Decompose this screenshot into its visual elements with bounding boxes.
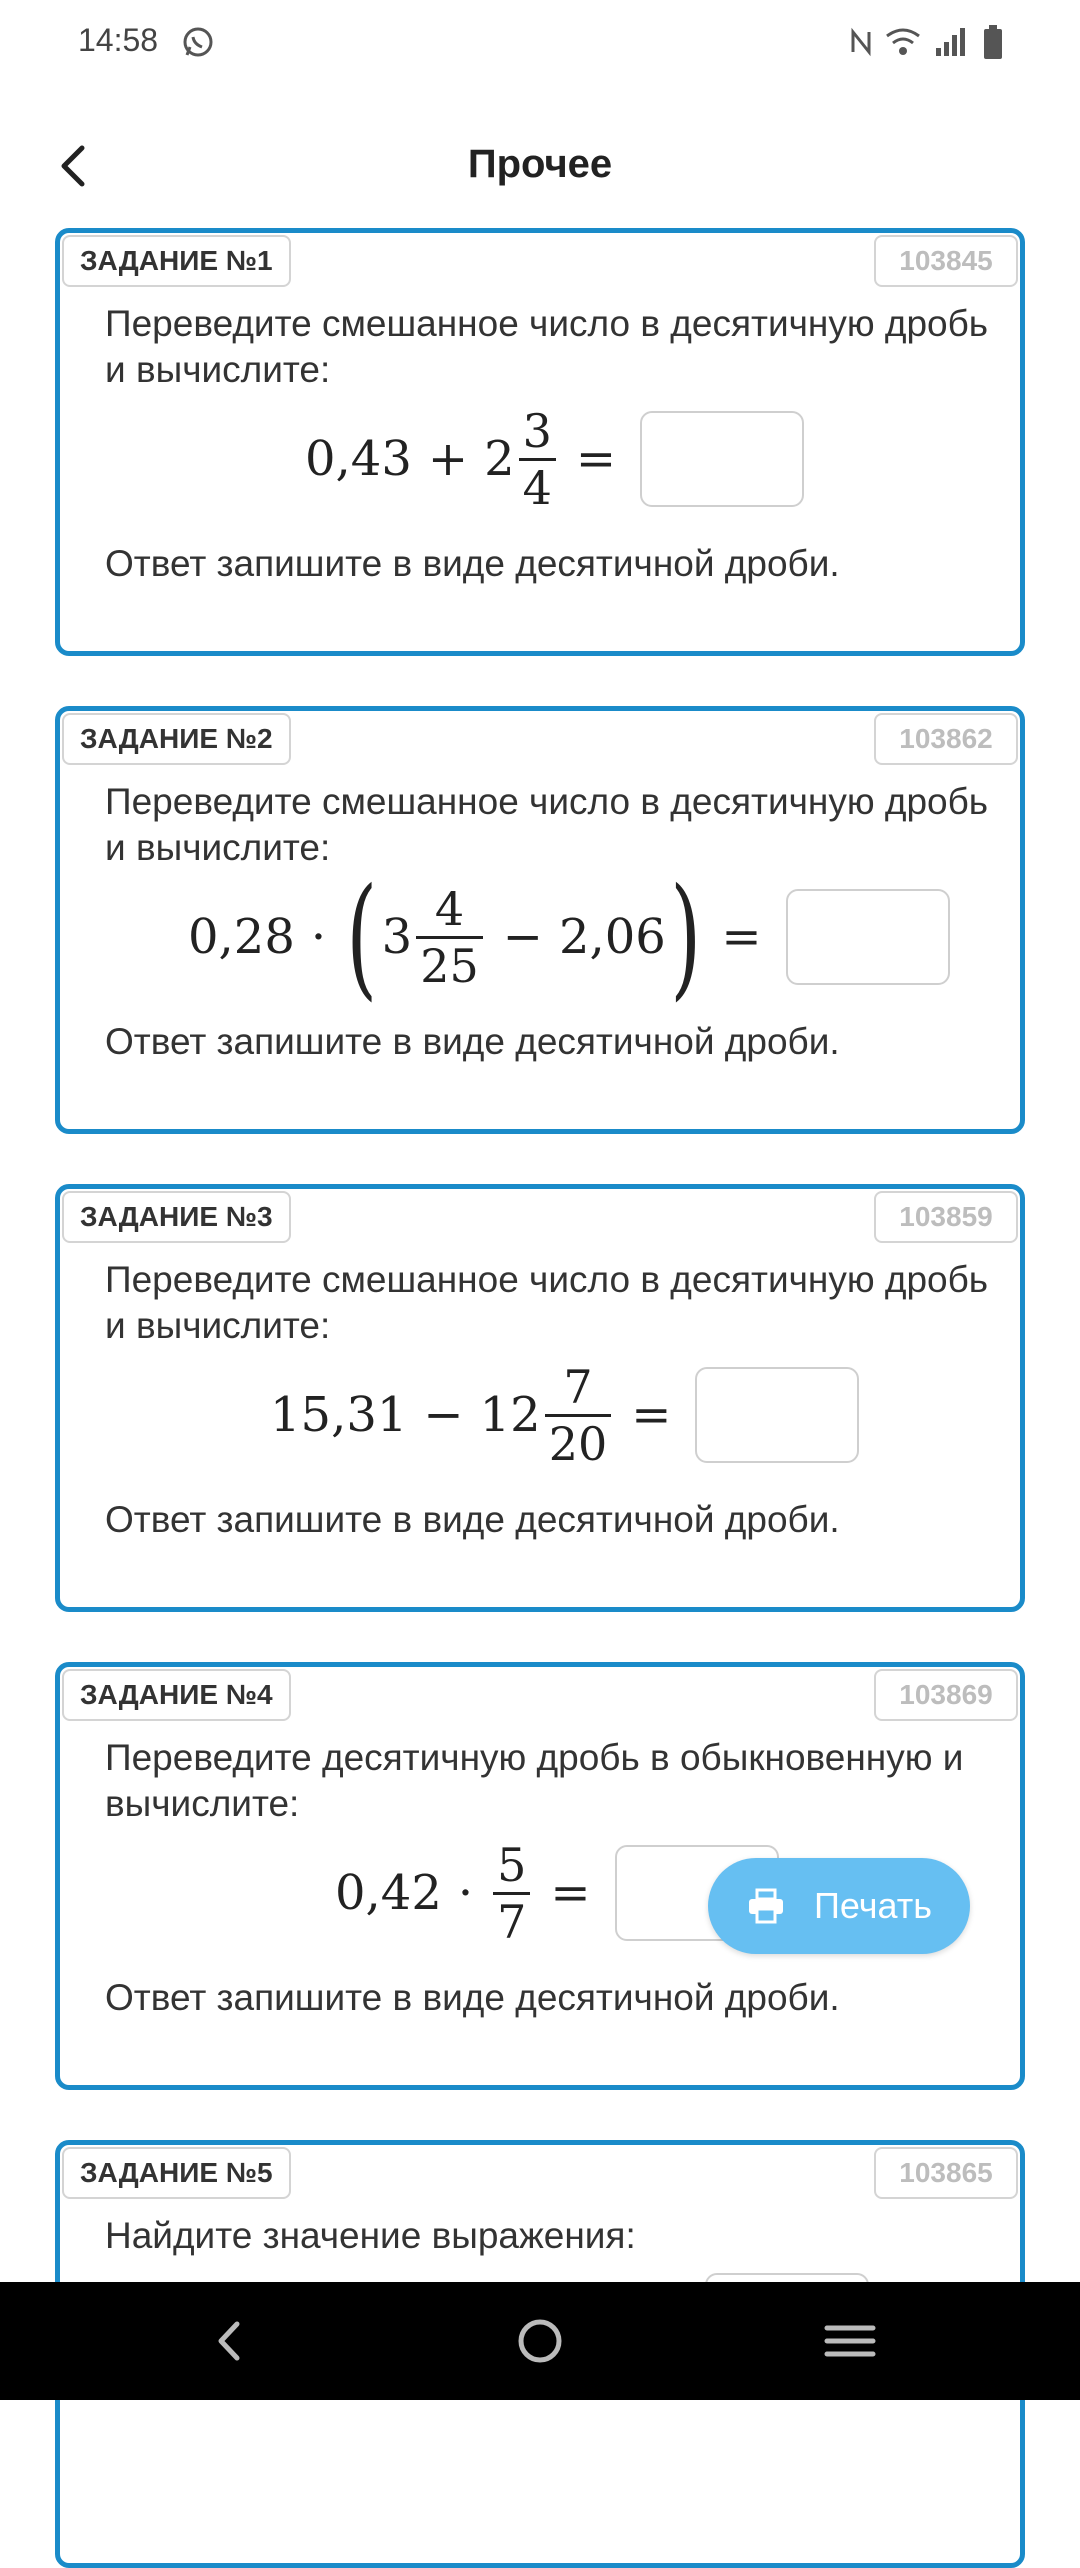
task-card-1 xyxy=(55,228,1025,656)
task-prompt: Найдите значение выражения: xyxy=(105,2215,636,2256)
formula-operator: − xyxy=(502,909,543,965)
whatsapp-icon xyxy=(180,24,216,64)
recents-menu-icon[interactable] xyxy=(815,2306,885,2376)
task-prompt: Переведите смешанное число в десятичную дробь и вычислите: xyxy=(105,1259,989,1346)
task-note: Ответ запишите в виде десятичной дроби. xyxy=(105,543,840,584)
task-prompt: Переведите десятичную дробь в обыкновенную и вычислите: xyxy=(105,1737,964,1824)
task-list[interactable] xyxy=(0,238,1080,2282)
task-formula xyxy=(270,1355,859,1475)
fraction-numerator: 4 xyxy=(434,881,465,936)
formula-term: 2,06 xyxy=(558,909,666,965)
task-prompt: Переведите смешанное число в десятичную дробь и вычислите: xyxy=(105,303,989,390)
answer-input[interactable] xyxy=(786,889,950,985)
formula-fraction xyxy=(493,1838,530,1949)
formula-operator: + xyxy=(427,431,469,487)
answer-input[interactable] xyxy=(640,411,804,507)
signal-icon xyxy=(934,24,968,64)
task-label: ЗАДАНИЕ №3 xyxy=(62,1191,291,1243)
wifi-icon xyxy=(884,24,922,64)
print-button[interactable] xyxy=(708,1858,970,1954)
answer-input[interactable] xyxy=(695,1367,859,1463)
task-note: Ответ запишите в виде десятичной дроби. xyxy=(105,1021,840,1062)
task-id: 103862 xyxy=(874,713,1018,765)
status-bar xyxy=(0,0,1080,90)
fraction-denominator: 4 xyxy=(519,458,556,515)
fraction-denominator: 20 xyxy=(545,1414,612,1471)
task-id: 103859 xyxy=(874,1191,1018,1243)
home-circle-icon[interactable] xyxy=(505,2306,575,2376)
nfc-icon xyxy=(848,24,874,64)
formula-fraction xyxy=(519,404,556,515)
task-card-2 xyxy=(55,706,1025,1134)
fraction-denominator: 7 xyxy=(493,1892,530,1949)
formula-fraction xyxy=(416,882,483,993)
printer-icon xyxy=(746,1886,786,1926)
formula-whole: 12 xyxy=(479,1387,541,1443)
task-label: ЗАДАНИЕ №4 xyxy=(62,1669,291,1721)
page-title: Прочее xyxy=(467,142,613,186)
formula-equals: = xyxy=(631,1387,672,1443)
formula-equals: = xyxy=(721,909,762,965)
formula-operator: · xyxy=(457,1865,474,1921)
task-label: ЗАДАНИЕ №2 xyxy=(62,713,291,765)
formula-term: 0,43 xyxy=(305,431,412,487)
formula-right-paren: ) xyxy=(670,860,702,1014)
formula-term: 15,31 xyxy=(270,1387,408,1443)
formula-term: 0,28 xyxy=(188,909,295,965)
formula-equals: = xyxy=(550,1865,591,1921)
task-prompt: Переведите смешанное число в десятичную дробь и вычислите: xyxy=(105,781,989,868)
task-label: ЗАДАНИЕ №1 xyxy=(62,235,291,287)
formula-equals: = xyxy=(575,431,617,487)
task-note: Ответ запишите в виде десятичной дроби. xyxy=(105,1977,840,2018)
task-card-3 xyxy=(55,1184,1025,1612)
system-nav-bar xyxy=(0,2282,1080,2400)
task-formula xyxy=(305,399,804,519)
back-triangle-icon[interactable] xyxy=(195,2306,265,2376)
formula-operator: · xyxy=(310,909,327,965)
formula-left-paren: ( xyxy=(346,860,378,1014)
fraction-numerator: 5 xyxy=(497,1837,527,1892)
header xyxy=(0,120,1080,210)
task-formula xyxy=(188,860,950,1014)
fraction-numerator: 7 xyxy=(563,1359,593,1414)
task-note: Ответ запишите в виде десятичной дроби. xyxy=(105,1499,840,1540)
print-button-label: Печать xyxy=(814,1885,932,1926)
task-id: 103845 xyxy=(874,235,1018,287)
fraction-denominator: 25 xyxy=(416,936,483,993)
fraction-numerator: 3 xyxy=(522,403,552,458)
formula-whole: 3 xyxy=(381,909,413,965)
formula-term: 0,42 xyxy=(335,1865,442,1921)
task-label: ЗАДАНИЕ №5 xyxy=(62,2147,291,2199)
status-time: 14:58 xyxy=(78,22,159,58)
formula-whole: 2 xyxy=(484,431,515,487)
task-id: 103869 xyxy=(874,1669,1018,1721)
battery-icon xyxy=(982,24,1004,66)
formula-operator: − xyxy=(423,1387,464,1443)
task-id: 103865 xyxy=(874,2147,1018,2199)
formula-fraction xyxy=(545,1360,612,1471)
